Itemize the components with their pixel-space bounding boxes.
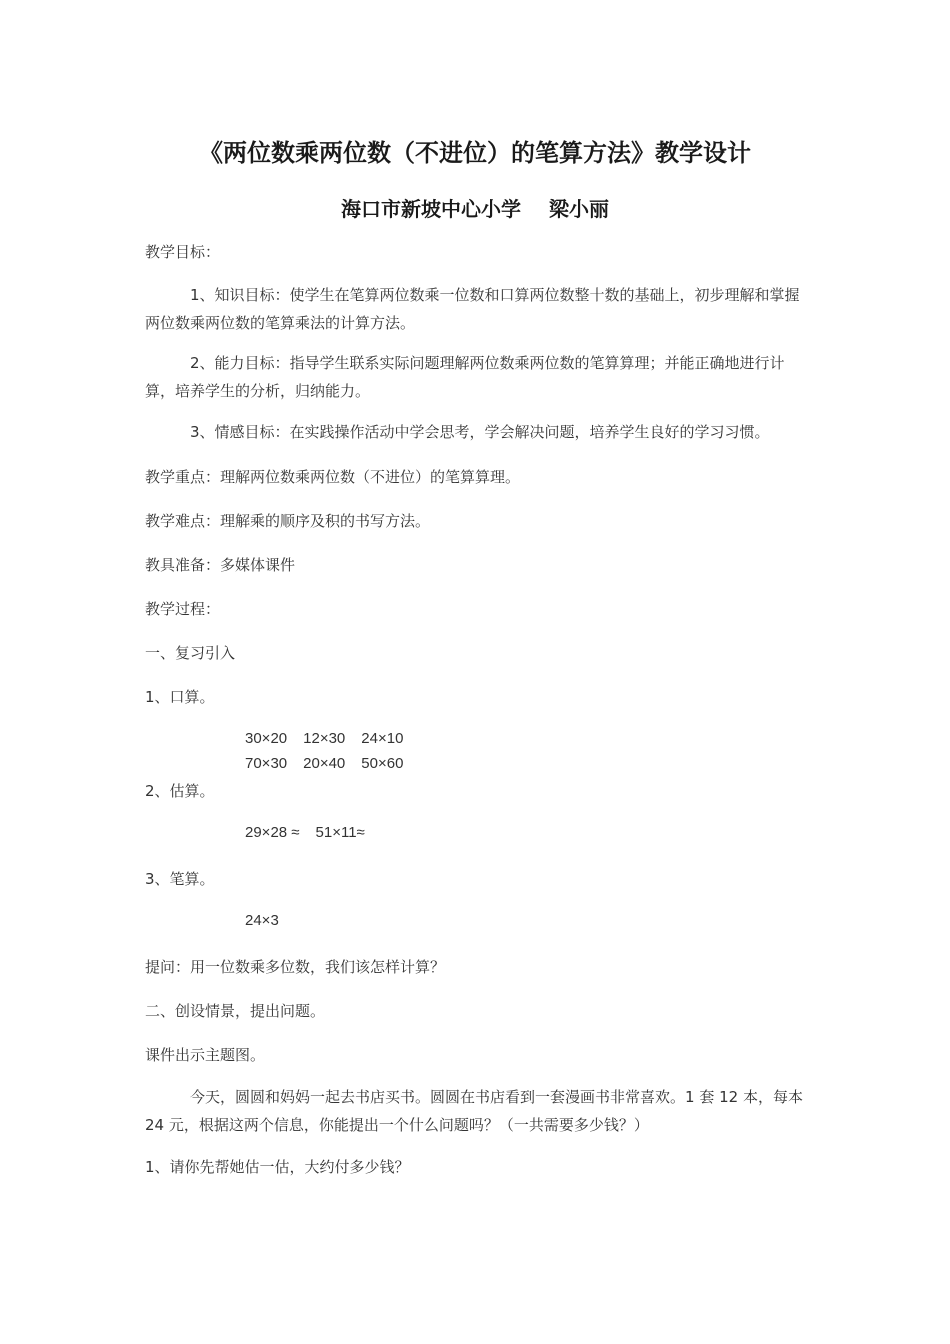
item-estimate: 2、估算。 bbox=[145, 782, 215, 800]
objective-knowledge: 1、知识目标：使学生在笔算两位数乘一位数和口算两位数整十数的基础上，初步理解和掌握两位数乘两位数的笔算乘法的计算方法。 bbox=[145, 286, 800, 332]
materials: 教具准备：多媒体课件 bbox=[145, 556, 296, 574]
process-heading: 教学过程： bbox=[145, 600, 221, 618]
section-review: 一、复习引入 bbox=[145, 644, 236, 662]
item-mental-calc: 1、口算。 bbox=[145, 688, 215, 706]
school-name: 海口市新坡中心小学 bbox=[341, 197, 521, 221]
mental-calc-expression: 24×10 bbox=[361, 730, 404, 747]
item-estimate-cost: 1、请你先帮她估一估，大约付多少钱？ bbox=[145, 1158, 410, 1176]
estimate-expression: 51×11≈ bbox=[315, 824, 365, 841]
item-written-calc: 3、笔算。 bbox=[145, 870, 215, 888]
estimate-expression: 29×28 ≈ bbox=[245, 824, 300, 841]
question-prompt: 提问：用一位数乘多位数，我们该怎样计算？ bbox=[145, 958, 446, 976]
mental-calc-expression: 12×30 bbox=[303, 730, 346, 747]
section-scenario: 二、创设情景，提出问题。 bbox=[145, 1002, 326, 1020]
difficulty: 教学难点：理解乘的顺序及积的书写方法。 bbox=[145, 512, 431, 530]
key-point: 教学重点：理解两位数乘两位数（不进位）的笔算算理。 bbox=[145, 468, 521, 486]
objectives-heading: 教学目标： bbox=[145, 243, 221, 261]
story-paragraph: 今天，圆圆和妈妈一起去书店买书。圆圆在书店看到一套漫画书非常喜欢。1 套 12 本，每本 24 元，根据这两个信息，你能提出一个什么问题吗？（一共需要多少钱？） bbox=[145, 1088, 803, 1134]
mental-calc-row-2 bbox=[245, 755, 419, 772]
author-line bbox=[0, 193, 950, 222]
mental-calc-expression: 50×60 bbox=[361, 755, 404, 772]
mental-calc-expression: 20×40 bbox=[303, 755, 346, 772]
objective-emotion: 3、情感目标：在实践操作活动中学会思考，学会解决问题，培养学生良好的学习习惯。 bbox=[190, 423, 770, 441]
document-title: 《两位数乘两位数（不进位）的笔算方法》教学设计 bbox=[199, 139, 751, 167]
objective-ability: 2、能力目标：指导学生联系实际问题理解两位数乘两位数的笔算算理；并能正确地进行计算，培养学生的分析，归纳能力。 bbox=[145, 354, 785, 400]
written-calc-expression: 24×3 bbox=[245, 912, 279, 929]
mental-calc-row-1 bbox=[245, 730, 419, 747]
mental-calc-expression: 70×30 bbox=[245, 755, 288, 772]
estimate-row bbox=[245, 824, 381, 841]
author-name: 梁小丽 bbox=[549, 197, 609, 221]
courseware-note: 课件出示主题图。 bbox=[145, 1046, 266, 1064]
mental-calc-expression: 30×20 bbox=[245, 730, 288, 747]
